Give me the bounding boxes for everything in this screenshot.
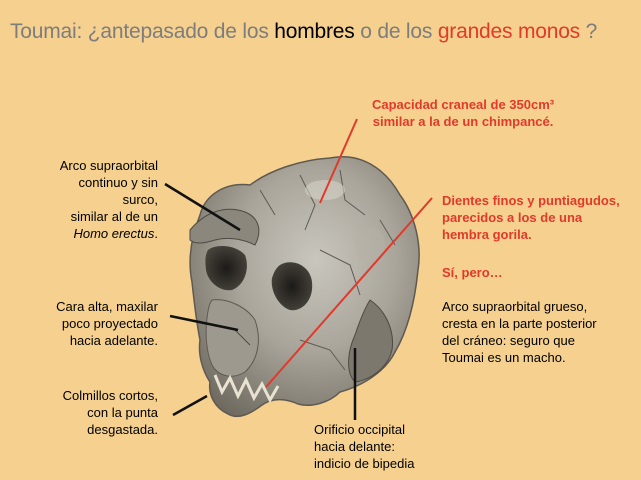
annotation-capacidad-line1: Capacidad craneal de 350cm³	[372, 97, 555, 112]
annotation-capacidad-line2: similar a la de un chimpancé.	[372, 114, 554, 129]
annotation-colmillos	[44, 387, 158, 438]
annotation-arco-supraorbital	[40, 157, 158, 242]
annotation-cara-line2: poco proyectado	[61, 316, 158, 331]
annotation-colmillos-line3: desgastada.	[87, 422, 158, 437]
annotation-orificio-line1: Orificio occipital	[314, 422, 406, 437]
annotation-arco-line2: continuo y sin surco,	[78, 175, 158, 207]
annotation-cara-line1: Cara alta, maxilar	[56, 299, 158, 314]
annotation-dientes-line2: parecidos a los de una	[442, 210, 583, 225]
title-part3: ?	[579, 20, 598, 43]
pointer-line-dientes	[266, 198, 432, 387]
annotation-capacidad	[372, 96, 554, 130]
annotation-dientes-line1: Dientes finos y puntiagudos,	[442, 193, 620, 208]
annotation-arco-grueso-line4: Toumai es un macho.	[442, 350, 566, 365]
annotation-arco-grueso-line2: cresta en la parte posterior	[442, 316, 597, 331]
annotation-orificio-line2: hacia delante:	[314, 439, 395, 454]
annotation-orificio-line3: indicio de bipedia	[314, 456, 415, 471]
annotation-arco-line4: Homo erectus	[73, 226, 155, 241]
title-part1: Toumai: ¿antepasado de los	[10, 20, 275, 43]
annotation-cara-line3: hacia adelante.	[69, 333, 158, 348]
annotation-arco-line3: similar al de un	[70, 209, 158, 224]
annotation-arco-grueso	[442, 298, 597, 366]
annotation-dientes-line3: hembra gorila.	[442, 227, 532, 242]
annotation-dientes	[442, 192, 620, 243]
pointer-line-capacidad	[320, 119, 357, 203]
annotation-arco-grueso-line1: Arco supraorbital grueso,	[442, 299, 588, 314]
annotation-cara	[36, 298, 158, 349]
pointer-line-arco	[165, 184, 240, 230]
title-hombres: hombres	[274, 20, 355, 43]
annotation-arco-grueso-line3: del cráneo: seguro que	[442, 333, 575, 348]
title-grandes-monos: grandes monos	[437, 20, 580, 43]
annotation-arco-line4-suffix: .	[154, 226, 158, 241]
annotation-arco-line1: Arco supraorbital	[59, 158, 158, 173]
annotation-colmillos-line2: con la punta	[87, 405, 158, 420]
annotation-orificio	[314, 421, 414, 472]
annotation-arco-line4-wrap	[40, 225, 158, 242]
title-part2: o de los	[354, 20, 438, 43]
annotation-colmillos-line1: Colmillos cortos,	[62, 388, 158, 403]
pointer-line-colmillos	[173, 396, 207, 415]
pointer-line-cara	[170, 316, 238, 330]
annotation-si-pero: Sí, pero…	[442, 265, 503, 280]
